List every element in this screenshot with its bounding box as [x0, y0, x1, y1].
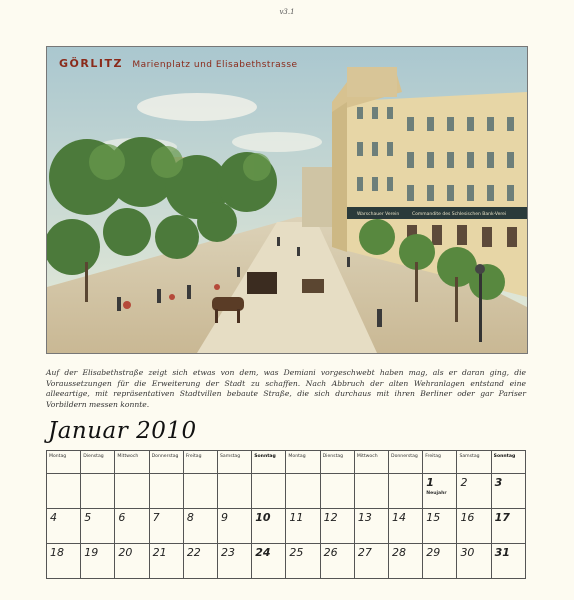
weekday-header: Montag [47, 451, 81, 474]
day-cell: 19 [81, 544, 115, 579]
day-cell [354, 474, 388, 509]
calendar-grid [46, 450, 526, 579]
day-cell: 5 [81, 509, 115, 544]
calendar-month-title: Januar 2010 [48, 418, 197, 444]
postcard-title [59, 57, 298, 70]
day-cell: 26 [320, 544, 354, 579]
day-cell [115, 474, 149, 509]
calendar-week-row [47, 509, 526, 544]
day-cell: 22 [183, 544, 217, 579]
day-cell: 15 [423, 509, 457, 544]
day-cell-sunday: 24 [252, 544, 286, 579]
day-cell [149, 474, 183, 509]
day-cell [286, 474, 320, 509]
day-cell: 16 [457, 509, 491, 544]
photo-caption: Auf der Elisabethstraße zeigt sich etwas von dem, was Demiani vorgeschwebt haben mag, als er daran ging, die Voraussetzungen für die Erweiterung der Stadt zu schaffen. Nach Abbruch der alten Wehranlagen entstand eine alleeartige, mit repräsentativen Stadtvillen bebaute Straße, die sich durchaus mit ihren Berliner oder gar Pariser Vorbildern messen konnte. [46, 368, 526, 409]
day-cell: 11 [286, 509, 320, 544]
day-cell: 7 [149, 509, 183, 544]
version-label: v3.1 [279, 8, 295, 16]
day-cell: 25 [286, 544, 320, 579]
weekday-header: Freitag [183, 451, 217, 474]
day-cell-sunday: 10 [252, 509, 286, 544]
day-cell: 20 [115, 544, 149, 579]
day-cell: 2 [457, 474, 491, 509]
day-cell-sunday: 17 [491, 509, 525, 544]
day-cell-sunday: 31 [491, 544, 525, 579]
holiday-label: Neujahr [426, 491, 447, 496]
day-cell [252, 474, 286, 509]
calendar-week-row [47, 474, 526, 509]
weekday-header: Sonntag [252, 451, 286, 474]
postcard-subtitle: Marienplatz und Elisabethstrasse [132, 60, 298, 70]
day-number: 1 [426, 476, 434, 489]
weekday-header: Mittwoch [115, 451, 149, 474]
weekday-header: Samstag [457, 451, 491, 474]
day-cell [389, 474, 423, 509]
weekday-header: Sonntag [491, 451, 525, 474]
day-cell [320, 474, 354, 509]
weekday-header: Montag [286, 451, 320, 474]
weekday-header: Donnerstag [149, 451, 183, 474]
historic-postcard-image [46, 46, 528, 354]
postcard-city: GÖRLITZ [59, 57, 123, 70]
weekday-header: Samstag [218, 451, 252, 474]
day-cell: 8 [183, 509, 217, 544]
day-cell: 12 [320, 509, 354, 544]
day-cell-sunday: 3 [491, 474, 525, 509]
weekday-header: Dienstag [81, 451, 115, 474]
weekday-header: Dienstag [320, 451, 354, 474]
day-cell: 21 [149, 544, 183, 579]
weekday-header-row [47, 451, 526, 474]
day-cell [47, 474, 81, 509]
day-cell: 28 [389, 544, 423, 579]
day-cell [218, 474, 252, 509]
day-cell: 4 [47, 509, 81, 544]
weekday-header: Mittwoch [354, 451, 388, 474]
day-cell: 23 [218, 544, 252, 579]
day-cell [81, 474, 115, 509]
day-cell: 13 [354, 509, 388, 544]
weekday-header: Freitag [423, 451, 457, 474]
day-cell: 18 [47, 544, 81, 579]
day-cell: 27 [354, 544, 388, 579]
weekday-header: Donnerstag [389, 451, 423, 474]
day-cell: 30 [457, 544, 491, 579]
day-cell: 9 [218, 509, 252, 544]
day-cell-holiday [423, 474, 457, 509]
street-scene-illustration [47, 47, 527, 353]
day-cell: 29 [423, 544, 457, 579]
shop-sign-left: Warschauer Verein [357, 212, 400, 217]
day-cell [183, 474, 217, 509]
calendar-week-row [47, 544, 526, 579]
shop-sign-right: Commandite des Schlesischen Bank-Verei [412, 212, 507, 217]
day-cell: 6 [115, 509, 149, 544]
day-cell: 14 [389, 509, 423, 544]
